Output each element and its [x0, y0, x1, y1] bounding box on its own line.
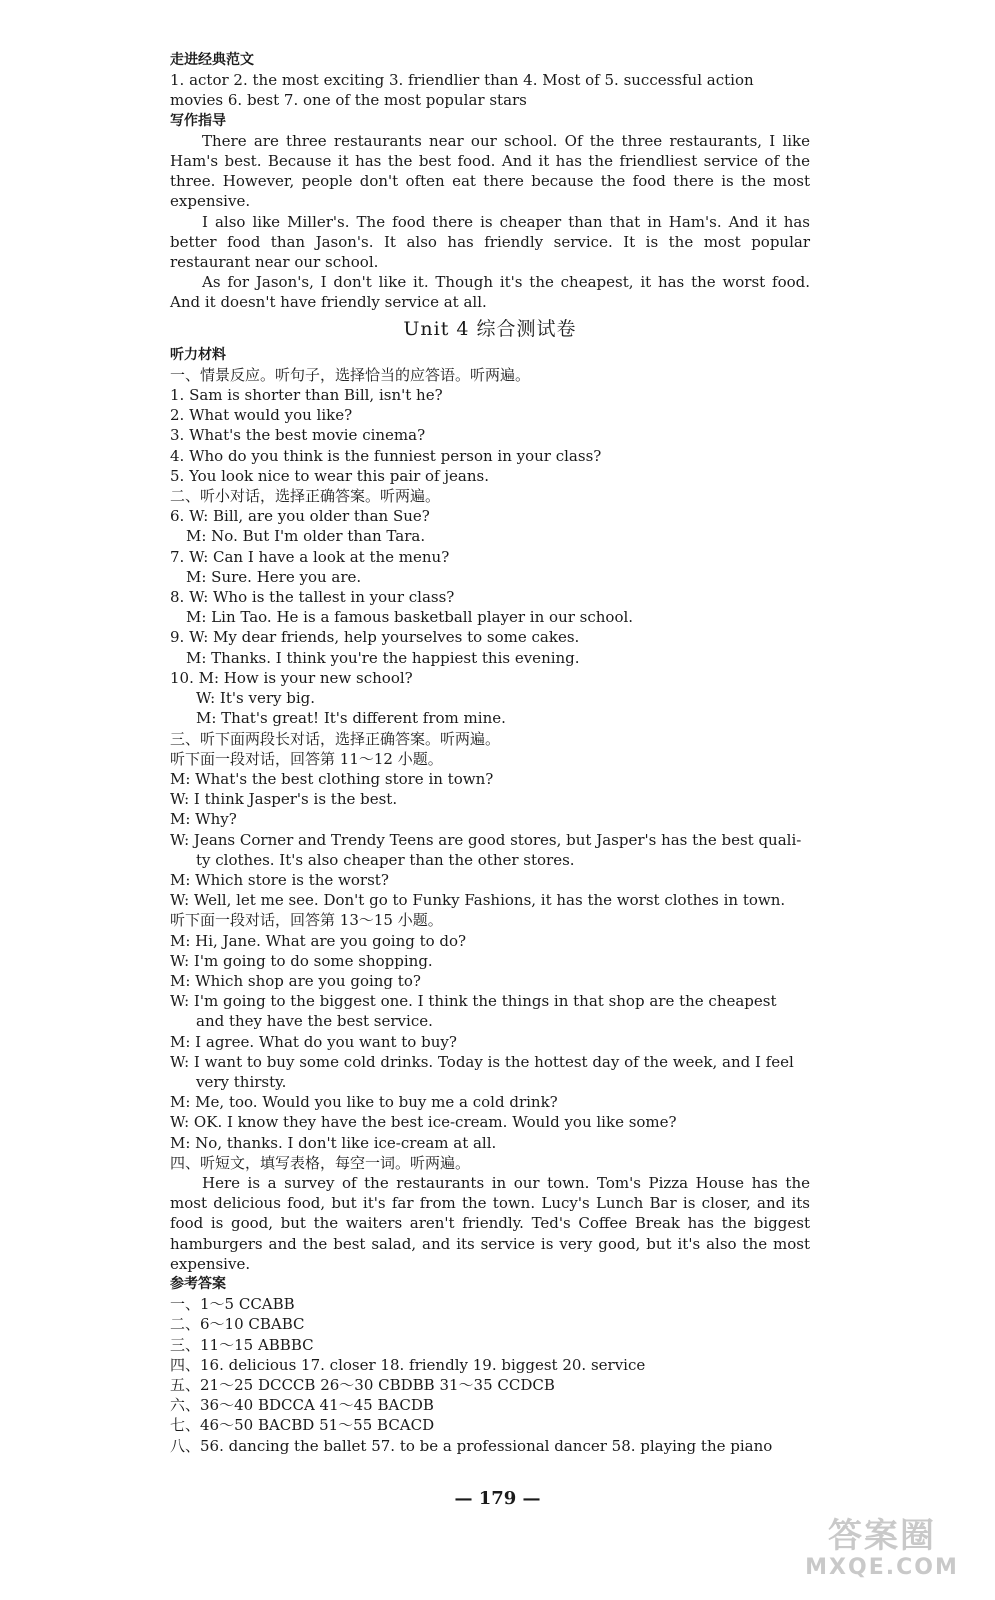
- transcript-line: M: Hi, Jane. What are you going to do?: [170, 931, 467, 950]
- section-title-classic-essay: 走进经典范文: [170, 52, 254, 68]
- transcript-line: 四、听短文，填写表格，每空一词。听两遍。: [170, 1153, 471, 1172]
- transcript-line: 7. W: Can I have a look at the menu?: [170, 547, 450, 566]
- transcript-line: 5. You look nice to wear this pair of jeans.: [170, 466, 489, 485]
- transcript-line: W: It's very big.: [196, 689, 316, 708]
- transcript-line: M: Which store is the worst?: [170, 870, 389, 889]
- transcript-line: 三、听下面两段长对话，选择正确答案。听两遍。: [170, 729, 501, 748]
- transcript-line: 9. W: My dear friends, help yourselves to some cakes.: [170, 628, 580, 647]
- transcript-line: 4. Who do you think is the funniest person in your class?: [170, 446, 602, 465]
- transcript-line: W: I'm going to do some shopping.: [170, 951, 433, 970]
- transcript-line: M: Thanks. I think you're the happiest this evening.: [186, 648, 580, 667]
- answer-key-line: 二、6～10 CBABC: [170, 1315, 305, 1334]
- transcript-line: 1. Sam is shorter than Bill, isn't he?: [170, 386, 443, 405]
- transcript-line: W: Jeans Corner and Trendy Teens are good stores, but Jasper's has the best quali-: [170, 830, 802, 849]
- answer-key-line: 八、56. dancing the ballet 57. to be a professional dancer 58. playing the piano: [170, 1436, 773, 1455]
- transcript-line: M: Which shop are you going to?: [170, 971, 421, 990]
- transcript-line: 3. What's the best movie cinema?: [170, 426, 426, 445]
- transcript-line: M: Sure. Here you are.: [186, 567, 362, 586]
- watermark-text-bottom: MXQE.COM: [805, 1555, 959, 1580]
- document-page: [170, 50, 810, 1456]
- transcript-line: W: OK. I know they have the best ice-cream. Would you like some?: [170, 1113, 677, 1132]
- transcript-line: M: Lin Tao. He is a famous basketball player in our school.: [186, 608, 634, 627]
- transcript-line: very thirsty.: [196, 1072, 287, 1091]
- transcript-line: 6. W: Bill, are you older than Sue?: [170, 507, 430, 526]
- transcript-line: 听下面一段对话，回答第 11～12 小题。: [170, 749, 443, 768]
- listening-transcript: [170, 365, 810, 1173]
- section-title-listening: 听力材料: [170, 346, 226, 363]
- transcript-line: W: Well, let me see. Don't go to Funky Fashions, it has the worst clothes in town.: [170, 891, 786, 910]
- answer-key-line: 一、1～5 CCABB: [170, 1295, 295, 1314]
- transcript-line: W: I think Jasper's is the best.: [170, 790, 398, 809]
- transcript-line: M: What's the best clothing store in town?: [170, 769, 494, 788]
- listening-passage: Here is a survey of the restaurants in our town. Tom's Pizza House has the most delicious food, but it's far from the town. Lucy's Lunch Bar is closer, and its food is good, but the waiters aren't friendly. Ted's Coffee Break has the biggest hamburgers and the best salad, and its service is very good, but it's also the most expensive.: [170, 1173, 810, 1273]
- essay-paragraph: As for Jason's, I don't like it. Though it's the cheapest, it has the worst food. And it doesn't have friendly service at all.: [170, 273, 810, 312]
- watermark-logo: [787, 1516, 977, 1586]
- transcript-line: 一、情景反应。听句子，选择恰当的应答语。听两遍。: [170, 365, 531, 384]
- page-number: — 179 —: [454, 1488, 541, 1509]
- unit-title: Unit 4 综合测试卷: [403, 317, 577, 340]
- answer-line: movies 6. best 7. one of the most popular stars: [170, 91, 527, 110]
- answer-key-line: 六、36～40 BDCCA 41～45 BACDB: [170, 1396, 434, 1415]
- transcript-line: M: That's great! It's different from mine.: [196, 709, 506, 728]
- transcript-line: M: Why?: [170, 810, 237, 829]
- transcript-line: M: I agree. What do you want to buy?: [170, 1032, 457, 1051]
- answer-key: [170, 1294, 810, 1456]
- transcript-line: W: I'm going to the biggest one. I think the things in that shop are the cheapest: [170, 992, 777, 1011]
- answer-key-line: 三、11～15 ABBBC: [170, 1335, 314, 1354]
- transcript-line: and they have the best service.: [196, 1012, 433, 1031]
- watermark-text-top: 答案圈: [828, 1516, 936, 1556]
- section-title-writing-guide: 写作指导: [170, 112, 226, 129]
- transcript-line: 二、听小对话，选择正确答案。听两遍。: [170, 487, 441, 506]
- transcript-line: ty clothes. It's also cheaper than the other stores.: [196, 850, 575, 869]
- answer-key-line: 四、16. delicious 17. closer 18. friendly 19. biggest 20. service: [170, 1355, 646, 1374]
- transcript-line: W: I want to buy some cold drinks. Today is the hottest day of the week, and I feel: [170, 1052, 794, 1071]
- transcript-line: 听下面一段对话，回答第 13～15 小题。: [170, 911, 443, 930]
- transcript-line: 10. M: How is your new school?: [170, 668, 413, 687]
- writing-guide-essay: [170, 131, 810, 313]
- answer-line: 1. actor 2. the most exciting 3. friendlier than 4. Most of 5. successful action: [170, 71, 754, 90]
- transcript-line: 8. W: Who is the tallest in your class?: [170, 588, 455, 607]
- essay-paragraph: I also like Miller's. The food there is cheaper than that in Ham's. And it has better food than Jason's. It also has friendly service. It is the most popular restaurant near our school.: [170, 212, 810, 272]
- answer-key-line: 五、21～25 DCCCB 26～30 CBDBB 31～35 CCDCB: [170, 1376, 555, 1394]
- transcript-line: M: Me, too. Would you like to buy me a cold drink?: [170, 1093, 558, 1112]
- answer-key-line: 七、46～50 BACBD 51～55 BCACD: [170, 1416, 435, 1435]
- transcript-line: M: No, thanks. I don't like ice-cream at all.: [170, 1133, 497, 1152]
- section-title-answers: 参考答案: [170, 1275, 226, 1292]
- essay-paragraph: There are three restaurants near our school. Of the three restaurants, I like Ham's best. Because it has the best food. And it has the friendliest service of the three. However, people don't often eat there because the food there is the most expensive.: [170, 131, 810, 211]
- transcript-line: M: No. But I'm older than Tara.: [186, 527, 426, 546]
- classic-essay-answers: [170, 70, 810, 110]
- transcript-line: 2. What would you like?: [170, 406, 353, 425]
